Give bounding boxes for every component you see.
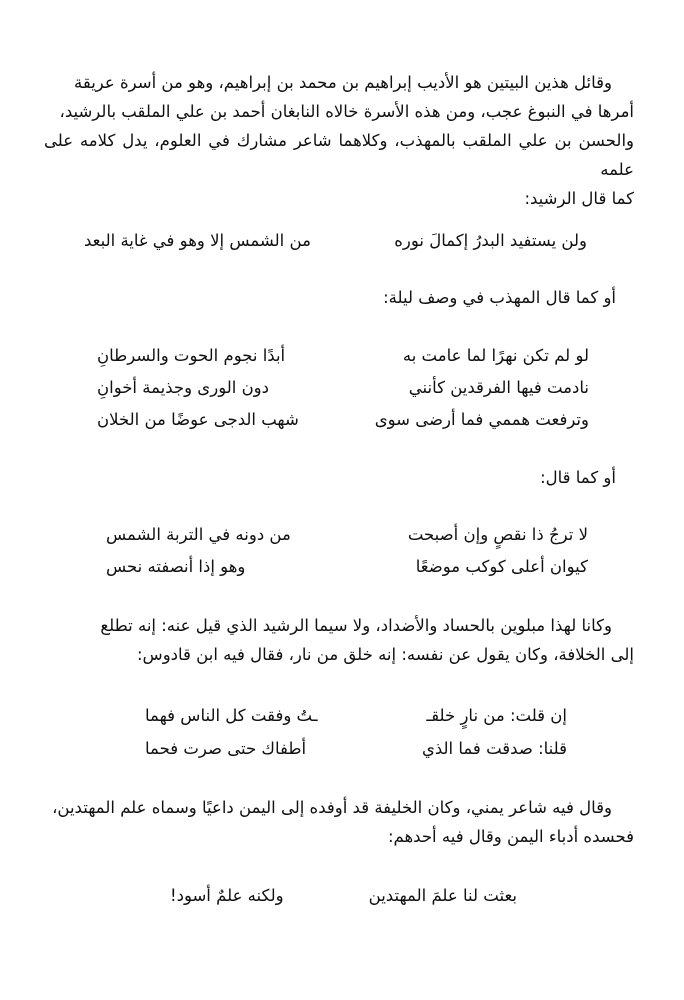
poem-2-verse-3-right: وترفعت هممي فما أرضى سوى	[374, 410, 589, 429]
poem-2-verse-1-left: أبدًا نجوم الحوت والسرطانِ	[97, 346, 286, 365]
poem-3-verse-2-left: وهو إذا أنصفته نحس	[106, 557, 246, 576]
poem-3-verse-2-right: كيوان أعلى كوكب موضعًا	[415, 557, 588, 576]
poem-1-verse-1-left: من الشمس إلا وهو في غاية البعد	[84, 231, 311, 250]
poem-4-verse-2-right: قلنا: صدقت فما الذي	[421, 739, 567, 758]
poem-2-verse-3-left: شهب الدجى عوضًا من الخلان	[97, 410, 299, 429]
intro-2: أو كما قال المهذب في وصف ليلة:	[383, 288, 616, 307]
poem-5-verse-1-right: بعثت لنا علمَ المهتدين	[368, 886, 517, 905]
paragraph-1-line-1: وقائل هذين البيتين هو الأديب إبراهيم بن محمد بن إبراهيم، وهو من أسرة عريقة	[74, 73, 612, 92]
poem-1-verse-1-right: ولن يستفيد البدرُ إكمالَ نوره	[394, 231, 587, 250]
paragraph-1-line-2: أمرها في النبوغ عجب، ومن هذه الأسرة خالاه النابغان أحمد بن علي الملقب بالرشيد،	[59, 102, 634, 121]
paragraph-3-line-2: فحسده أدباء اليمن وقال فيه أحدهم:	[387, 827, 634, 846]
poem-5-verse-1-left: ولكنه علمٌ أسود!	[170, 886, 284, 905]
paragraph-1-line-4: كما قال الرشيد:	[524, 189, 634, 208]
paragraph-3	[44, 793, 634, 851]
paragraph-2-line-2: إلى الخلافة، وكان يقول عن نفسه: إنه خلق من نار، فقال فيه ابن قادوس:	[137, 645, 634, 664]
poem-4-verse-2-left: أطفاك حتى صرت فحما	[145, 739, 307, 758]
intro-3: أو كما قال:	[540, 468, 616, 487]
poem-4-verse-1-left: ـتُ وفقت كل الناس فهما	[145, 706, 318, 725]
paragraph-2	[44, 611, 634, 669]
paragraph-3-line-1: وقال فيه شاعر يمني، وكان الخليفة قد أوفده إلى اليمن داعيًا وسماه علم المهتدين،	[52, 798, 612, 817]
poem-2-verse-2-left: دون الورى وجذيمة أخوانِ	[97, 378, 270, 397]
poem-3-verse-1-right: لا ترجُ ذا نقصٍ وإن أصبحت	[407, 525, 588, 544]
poem-2-verse-2-right: نادمت فيها الفرقدين كأنني	[408, 378, 589, 397]
paragraph-1	[44, 68, 634, 213]
paragraph-2-line-1: وكانا لهذا مبلوين بالحساد والأضداد، ولا سيما الرشيد الذي قيل عنه: إنه تطلع	[100, 616, 612, 635]
poem-4-verse-1-right: إن قلت: من نارٍ خلقـ	[426, 706, 567, 725]
poem-3-verse-1-left: من دونه في التربة الشمس	[106, 525, 291, 544]
poem-2-verse-1-right: لو لم تكن نهرًا لما عامت به	[402, 346, 589, 365]
paragraph-1-line-3: والحسن بن علي الملقب بالمهذب، وكلاهما شاعر مشارك في العلوم، يدل كلامه على علمه	[44, 131, 634, 179]
